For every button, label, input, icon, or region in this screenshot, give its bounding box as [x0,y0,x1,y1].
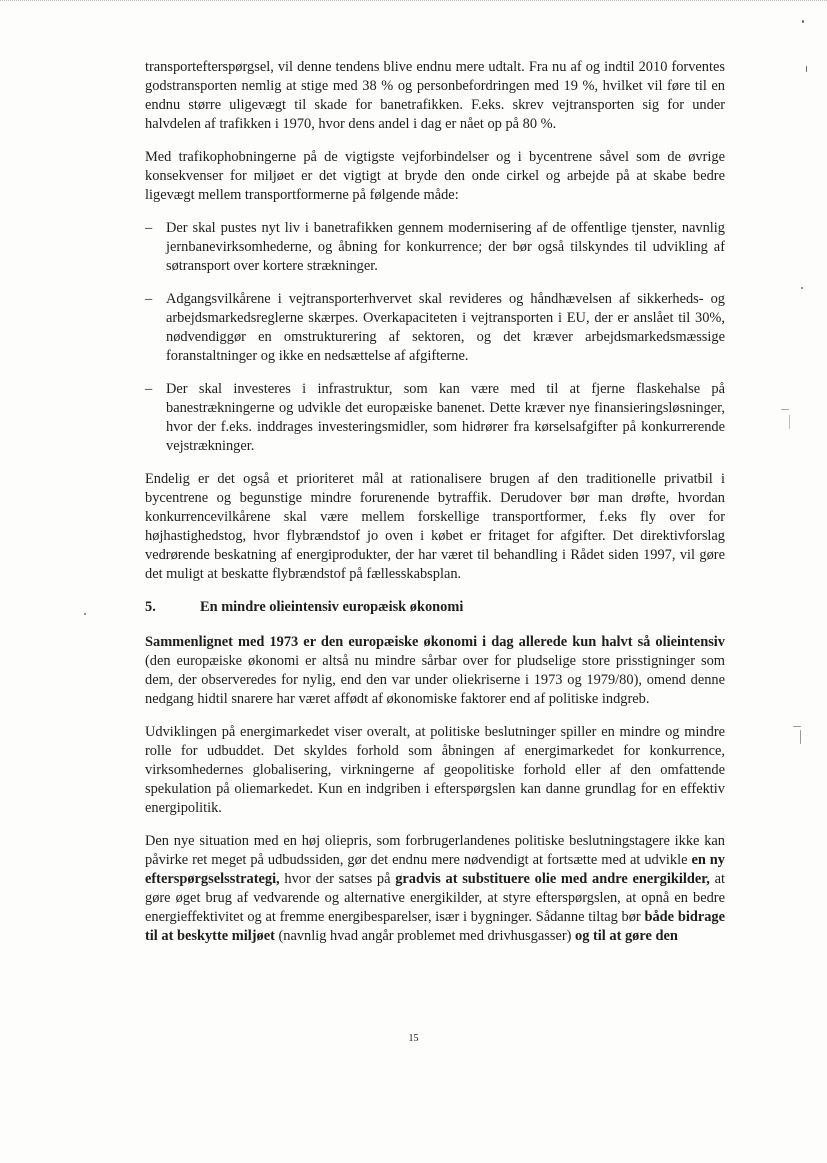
bold-text: og til at gøre den [575,928,678,944]
section-title: En mindre olieintensiv europæisk økonomi [200,599,464,615]
scan-speck [781,409,789,410]
scan-speck [800,730,801,744]
text-span: at gøre øget brug af vedvarende og alternative energikilder, at styre efterspørgslen, at opnå en bedre energieffektivitet og at fremme energibesparelser, især i bygninger. Sådanne tiltag bør [145,871,725,925]
text-span: (navnlig hvad angår problemet med drivhusgasser) [274,928,576,944]
bold-text: en ny efterspørgselsstrategi, [145,852,725,887]
scan-speck [793,726,801,727]
scan-edge-line [0,0,827,1]
paragraph: Udviklingen på energimarkedet viser overalt, at politiske beslutninger spiller en mindre og mindre rolle for udbuddet. Det skyldes forhold som åbningen af energimarkedet for konkurrence, virksomhedernes globalisering, virkningerne af geopolitiske forhold eller af den omfattende spekulation på oliemarkedet. Kun en indgriben i efterspørgslen kan danne grundlag for en effektiv energipolitik. [145,724,725,816]
text-span: (den europæiske økonomi er altså nu mindre sårbar over for pludselige store prisstigninger som dem, der observeredes for nylig, end den var under oliekriserne i 1973 og 1979/80), omend denne nedgang hidtil snarere har været affødt af økonomiske faktorer end af politiske indgreb. [145,653,725,707]
bullet-list [145,219,725,456]
list-item: – Der skal investeres i infrastruktur, som kan være med til at fjerne flaskehalse på banestrækningerne og udvikle det europæiske banenet. Dette kræver nye finansieringsløsninger, hvor der f.eks. inddrages investeringsmidler, som hidrører fra kørselsafgifter på konkurrerende vejstrækninger. [145,380,725,456]
text-span: hvor der satses på [279,871,396,887]
paragraph [145,633,725,709]
section-heading [145,598,725,617]
paragraph [145,832,725,946]
bold-text: Sammenlignet med 1973 er den europæiske økonomi i dag allerede kun halvt så olieintensiv [145,634,725,650]
page-number: 15 [408,1033,419,1044]
scan-speck [789,415,790,429]
scan-speck [801,287,803,289]
list-item: – Der skal pustes nyt liv i banetrafikken gennem modernisering af de offentlige tjenster, navnlig jernbanevirksomhederne, og åbning for konkurrence; der bør også tilskyndes til udvikling af søtransport over kortere strækninger. [145,219,725,276]
section-number: 5. [145,599,156,615]
bold-text: gradvis at substituere olie med andre energikilder, [395,871,710,887]
bold-text: både bidrage til at beskytte miljøet [145,909,725,944]
scan-speck [802,20,804,23]
paragraph: Med trafikophobningerne på de vigtigste vejforbindelser og i bycentrene såvel som de øvrige konsekvenser for miljøet er det vigtigt at bryde den onde cirkel og arbejde på at skabe bedre ligevægt mellem transportformerne på følgende måde: [145,149,725,203]
scan-speck [84,613,86,615]
paragraph: Endelig er det også et prioriteret mål at rationalisere brugen af den traditionelle privatbil i bycentrene og begunstige mindre forurenende bytraffik. Derudover bør man drøfte, hvordan konkurrencevilkårene skal være mellem forskellige transportformer, f.eks fly over for højhastighedstog, hvor flybrændstof jo oven i købet er fritaget for afgifter. Det direktivforslag vedrørende beskatning af energiprodukter, der har været til behandling i Rådet siden 1997, vil gøre det muligt at beskatte flybrændstof på fællesskabsplan. [145,471,725,582]
text-span: Den nye situation med en høj oliepris, som forbrugerlandenes politiske beslutningstagere ikke kan påvirke ret meget på udbudssiden, gør det endnu mere nødvendigt at fortsætte med at udvikle [145,833,725,868]
page-body [145,58,725,960]
paragraph: transportefterspørgsel, vil denne tendens blive endnu mere udtalt. Fra nu af og indtil 2010 forventes godstransporten nemlig at stige med 38 % og personbefordringen med 19 %, hvilket vil føre til en endnu større uligevægt til skade for banetrafikken. F.eks. skrev vejtransporten sig for under halvdelen af trafikken i 1970, hvor dens andel i dag er nået op på 80 %. [145,59,725,132]
scan-speck [806,66,807,72]
list-item: – Adgangsvilkårene i vejtransporterhvervet skal revideres og håndhævelsen af sikkerheds- og arbejdsmarkedsreglerne skærpes. Overkapaciteten i vejtransporten i EU, der er anslået til 30%, nødvendiggør en omstrukturering af sektoren, og det kræver arbejdsmarkedsmæssige foranstaltninger og ikke en nedsættelse af afgifterne. [145,290,725,366]
